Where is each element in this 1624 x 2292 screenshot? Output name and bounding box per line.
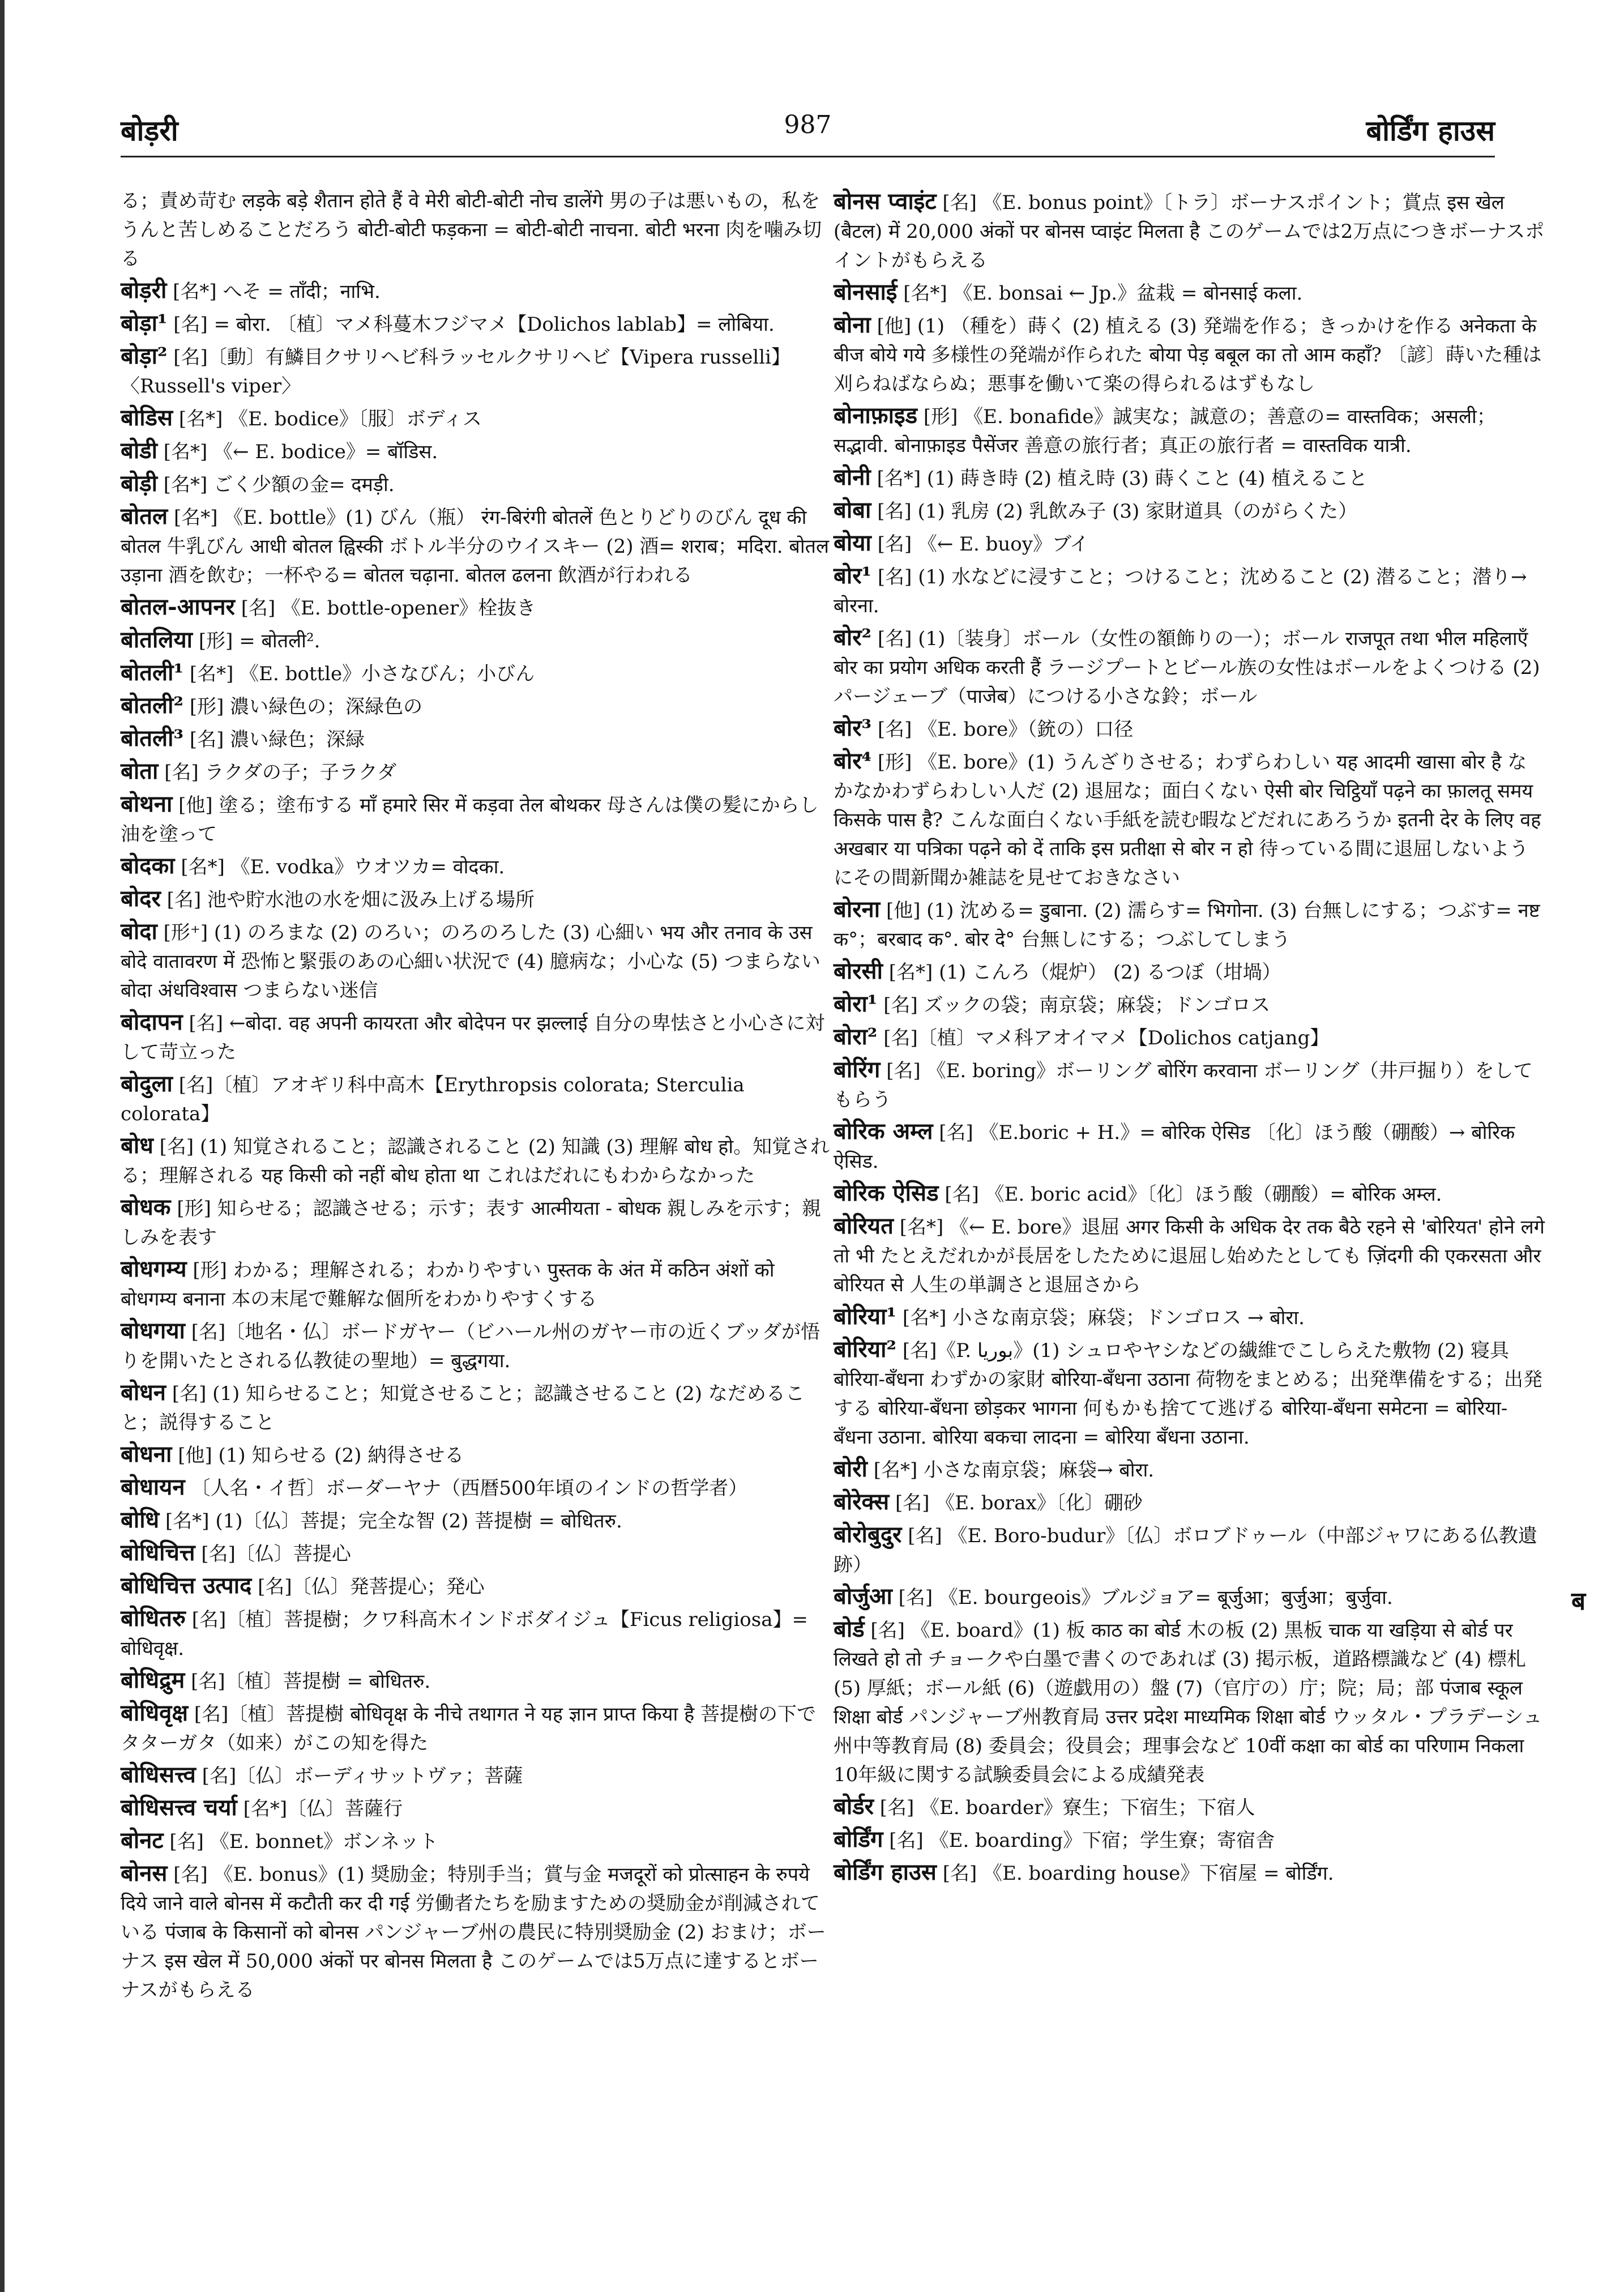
- entry-headword: बोरिया¹: [834, 1303, 896, 1330]
- entry-headword: बोनाफ़ाइड: [834, 402, 917, 429]
- dictionary-entry: [121, 851, 832, 882]
- entry-headword: बोनट: [121, 1827, 164, 1854]
- entry-headword: बोड़ा²: [121, 343, 168, 369]
- entry-definition: [名] 《E. bonnet》ボンネット: [169, 1830, 438, 1853]
- entry-definition: [形] 《E. bonafide》誠実な；誠意の；善意の= वास्तविक；असली；सद्भावी. बोनाफ़ाइड पैसेंजर 善意の旅行者；真正の旅行者 = वास्तविक यात्री.: [834, 406, 1496, 457]
- entry-definition: [形] 濃い緑色の；深緑色の: [189, 695, 423, 718]
- entry-definition: [名*] 《E. vodka》ウオツカ= वोदका.: [181, 856, 505, 878]
- dictionary-entry: [834, 1520, 1545, 1580]
- entry-headword: बोरियत: [834, 1213, 894, 1239]
- entry-headword: बोधिचित्त उत्पाद: [121, 1572, 252, 1599]
- entry-headword: बोड़ा¹: [121, 310, 168, 336]
- dictionary-entry: [834, 957, 1545, 987]
- entry-definition: [名] (1) 知らせること；知覚させること；認識させること (2) なだめること；説得すること: [121, 1382, 805, 1434]
- entry-headword: बोतली²: [121, 692, 183, 719]
- entry-headword: बोरिक अम्ल: [834, 1118, 933, 1145]
- entry-headword: बोधिवृक्ष: [121, 1700, 189, 1726]
- entry-definition: [名] 《E.boric + H.》= बोरिक ऐसिड 〔化〕ほう酸（硼酸）→ बोरिक ऐसिड.: [834, 1121, 1515, 1173]
- entry-definition: 〔人名・イ哲〕ボーダーヤナ（西暦500年頃のインドの哲学者）: [191, 1477, 748, 1500]
- entry-headword: बोरिया²: [834, 1336, 896, 1363]
- right-column: [834, 187, 1545, 1890]
- dictionary-entry: [834, 1454, 1545, 1485]
- header-first-word: बोड़री: [121, 114, 178, 147]
- entry-headword: बोधिद्रुम: [121, 1667, 185, 1693]
- entry-definition: [名]〔動〕有鱗目クサリヘビ科ラッセルクサリヘビ【Vipera russelli】〈Russell's viper〉: [121, 346, 790, 398]
- entry-headword: बोरी: [834, 1456, 867, 1482]
- entry-definition: [名] ←बोदा. वह अपनी कायरता और बोदेपन पर झल्लाई 自分の卑怯さと小心さに対して苛立った: [121, 1012, 825, 1064]
- entry-headword: बोधिचित्त: [121, 1539, 195, 1566]
- entry-headword: बोड़री: [121, 277, 167, 304]
- entry-definition: [名]〔仏〕菩提心: [201, 1543, 351, 1565]
- dictionary-entry: [121, 309, 832, 339]
- dictionary-entry: [834, 1211, 1545, 1300]
- entry-headword: बोदर: [121, 885, 161, 912]
- dictionary-entry: [121, 502, 832, 590]
- dictionary-entry: [121, 625, 832, 656]
- dictionary-entry: [121, 1008, 832, 1067]
- entry-definition: [名*] (1) 蒔き時 (2) 植え時 (3) 蒔くこと (4) 植えること: [877, 467, 1368, 490]
- entry-definition: [名*] 《E. bonsai ← Jp.》盆栽 = बोनसाई कला.: [903, 282, 1303, 305]
- entry-headword: बोदापन: [121, 1009, 183, 1035]
- entry-definition: [名*]〔仏〕菩薩行: [243, 1798, 403, 1820]
- entry-headword: बोधिसत्त्व: [121, 1761, 196, 1788]
- dictionary-entry: [834, 1117, 1545, 1176]
- entry-definition: [他] (1) 知らせる (2) 納得させる: [178, 1444, 464, 1467]
- dictionary-entry: [121, 691, 832, 722]
- thumb-index-letter: ब: [1571, 1587, 1586, 1616]
- dictionary-entry: [834, 528, 1545, 559]
- dictionary-entry: [121, 1505, 832, 1536]
- dictionary-entry: [834, 714, 1545, 744]
- entry-headword: बोदका: [121, 852, 175, 879]
- dictionary-entry: [121, 1193, 832, 1252]
- entry-definition: [名] 濃い緑色；深緑: [189, 728, 365, 751]
- entry-headword: बोधि: [121, 1506, 160, 1533]
- entry-headword: बोधना: [121, 1441, 172, 1467]
- entry-headword: बोरसी: [834, 958, 883, 984]
- dictionary-entry: [834, 187, 1545, 275]
- entry-headword: बोना: [834, 311, 871, 338]
- entry-headword: बोनसाई: [834, 279, 898, 305]
- dictionary-entry: [834, 623, 1545, 711]
- dictionary-entry: [121, 658, 832, 689]
- entry-headword: बोर्डिंग हाउस: [834, 1859, 937, 1885]
- entry-headword: बोधक: [121, 1194, 171, 1220]
- entry-definition: [名] 《E. boric acid》〔化〕ほう酸（硼酸）= बोरिक अम्ल.: [945, 1183, 1442, 1206]
- entry-headword: बोधगम्य: [121, 1256, 187, 1282]
- entry-headword: बोरिंग: [834, 1056, 881, 1083]
- dictionary-entry: [834, 1022, 1545, 1053]
- entry-definition: [名] 《E. bourgeois》ブルジョア= बूर्जुआ；बुर्जुआ；बुर्जुवा.: [898, 1586, 1393, 1609]
- entry-definition: [名]《P. بوریا》(1) シュロやヤシなどの繊維でこしらえた敷物 (2) 寝具 बोरिया-बँधना わずかの家財 बोरिया-बँधना उठाना 荷物をまとめる；出発準備をする；出発する बोरिया-बँधना छोड़कर भागना 何もかも捨てて逃げる बोरिया-बँधना समेटना = बोरिया-बँधना उठाना. बोरिया बकचा लादना = बोरिया बँधना उठाना.: [834, 1339, 1542, 1449]
- entry-headword: बोर्डिंग: [834, 1826, 883, 1853]
- entry-definition: [他] (1) 沈める= डुबाना. (2) 濡らす= भिगोना. (3) 台無しにする；つぶす= नष्ट क°；बरबाद क°. बोर दे° 台無しにする；つぶしてしまう: [834, 899, 1540, 951]
- entry-definition: [名] 《E. board》(1) 板 काठ का बोर्ड 木の板 (2) 黒板 चाक या खड़िया से बोर्ड पर लिखते हो तो チョークや白墨で書くのであれば (3) 掲示板，道路標識など (4) 標札 (5) 厚紙；ボール紙 (6)（遊戯用の）盤 (7)（官庁の）庁；院；局；部 पंजाब स्कूल शिक्षा बोर्ड パンジャーブ州教育局 उत्तर प्रदेश माध्यमिक शिक्षा बोर्ड ウッタル・プラデーシュ州中等教育局 (8) 委員会；役員会；理事会など 10वीं कक्षा का बोर्ड का परिणाम निकला 10年級に関する試験委員会による成績発表: [834, 1619, 1542, 1786]
- entry-definition: [名*] 小さな南京袋；麻袋→ बोरा.: [873, 1459, 1155, 1482]
- dictionary-entry: [121, 917, 832, 1005]
- entry-headword: बोदा: [121, 918, 157, 945]
- dictionary-entry: [121, 1666, 832, 1696]
- entry-headword: बोरेक्स: [834, 1488, 890, 1515]
- dictionary-entry: [834, 278, 1545, 308]
- entry-definition: [形] わかる；理解される；わかりやすい पुस्तक के अंत में कठिन अंशों को बोधगम्य बनाना 本の末尾で難解な個所をわかりやすくする: [121, 1259, 775, 1311]
- entry-headword: बोड़ी: [121, 470, 157, 497]
- entry-definition: [名] 《E. boarder》寮生；下宿生；下宿人: [879, 1796, 1255, 1819]
- entry-definition: [名] (1) 水などに浸すこと；つけること；沈めること (2) 潜ること；潜り→ बोरना.: [834, 566, 1527, 617]
- entry-headword: बोधितरु: [121, 1605, 186, 1632]
- dictionary-entry: [834, 895, 1545, 954]
- entry-headword: बोर्ड: [834, 1616, 865, 1642]
- entry-headword: बोनस: [121, 1860, 168, 1886]
- entry-definition: [形⁺] (1) のろまな (2) のろい；のろのろした (3) 心細い भय और तनाव के उस बोदे वातावरण में 恐怖と緊張のあの心細い状況で (4) 臆病な；小心な (5) つまらない बोदा अंधविश्वास つまらない迷信: [121, 921, 820, 1002]
- dictionary-entry: [834, 1179, 1545, 1209]
- page-binding-edge: [0, 0, 5, 2292]
- entry-headword: बोरोबुदुर: [834, 1521, 902, 1548]
- dictionary-entry: [834, 496, 1545, 526]
- entry-headword: बोध: [121, 1132, 153, 1159]
- entry-definition: [形] 知らせる；認識させる；示す；表す आत्मीयता - बोधक 親しみを示す；親しみを表す: [121, 1197, 821, 1249]
- entry-definition: [名] 《E. Boro-budur》〔仏〕ボロブドゥール（中部ジャワにある仏教遺跡）: [834, 1525, 1537, 1576]
- entry-definition: [名] 《E. bore》（銃の）口径: [877, 718, 1134, 741]
- dictionary-entry: [121, 342, 832, 401]
- dictionary-entry: [834, 1335, 1545, 1452]
- dictionary-entry: [121, 1571, 832, 1602]
- entry-headword: बोर¹: [834, 562, 872, 589]
- entry-definition: [名] (1)〔装身〕ボール（女性の額飾りの一）；ボール राजपूत तथा भील महिलाएँ बोर का प्रयोग अधिक करती हैं ラージプートとビール族の女性はボールをよくつける (2) パージェーブ（पाजेब）につける小さな鈴；ボール: [834, 628, 1540, 708]
- entry-definition: [他] 塗る；塗布する माँ हमारे सिर में कड़वा तेल बोथकर 母さんは僕の髪にからし油を塗って: [121, 794, 819, 846]
- dictionary-entry: [121, 1826, 832, 1856]
- entry-headword: बोर²: [834, 624, 872, 651]
- entry-definition: [名] ラクダの子；子ラクダ: [164, 761, 397, 784]
- dictionary-entry: [834, 1582, 1545, 1612]
- entry-headword: बोडी: [121, 437, 157, 464]
- entry-headword: बोतली³: [121, 725, 183, 752]
- dictionary-entry: [834, 310, 1545, 399]
- entry-definition: [名*] 《E. bottle》(1) びん（瓶） रंग-बिरंगी बोतलें 色とりどりのびん दूध की बोतल 牛乳びん आधी बोतल ह्विस्की ボトル半分のウイスキー (2) 酒= शराब；मदिरा. बोतल उड़ाना 酒を飲む；一杯やる= बोतल चढ़ाना. बोतल ढलना 飲酒が行われる: [121, 506, 830, 587]
- entry-definition: [名] 池や貯水池の水を畑に汲み上げる場所: [166, 889, 535, 911]
- entry-definition: [形] 《E. bore》(1) うんざりさせる；わずらわしい यह आदमी खासा बोर है なかなかわずらわしい人だ (2) 退屈な；面白くない ऐसी बोर चिट्ठियाँ पढ़ने का फ़ालतू समय किसके पास है? こんな面白くない手紙を読む暇などだれにあろうか इतनी देर के लिए वह अखबार या पत्रिका पढ़ने को दें ताकि इस प्रतीक्षा से बोर न हो 待っている間に退屈しないようにその間新聞か雑誌を見せておきなさい: [834, 751, 1541, 889]
- continued-entry-text: る；責め苛む लड़के बड़े शैतान होते हैं वे मेरी बोटी-बोटी नोच डालेंगे 男の子は悪いもの，私をうんと苦しめることだろう बोटी-बोटी फड़कना = बोटी-बोटी नाचना. बोटी भरना 肉を噛み切る: [121, 190, 822, 270]
- dictionary-entry: [834, 746, 1545, 893]
- entry-headword: बोधन: [121, 1379, 166, 1406]
- dictionary-entry: [121, 276, 832, 306]
- dictionary-entry: [121, 1698, 832, 1758]
- entry-headword: बोतल: [121, 503, 168, 530]
- dictionary-entry: [121, 1604, 832, 1663]
- header-rule: [121, 156, 1495, 157]
- dictionary-entry: [834, 1487, 1545, 1518]
- entry-headword: बोथना: [121, 791, 173, 817]
- dictionary-entry: [834, 1615, 1545, 1790]
- dictionary-entry: [834, 1858, 1545, 1888]
- entry-definition: [名] 《E. boarding house》下宿屋 = बोर्डिंग.: [942, 1862, 1334, 1885]
- header-last-word: बोर्डिंग हाउस: [1366, 114, 1495, 147]
- dictionary-entry: [121, 1316, 832, 1376]
- dictionary-entry: [121, 469, 832, 500]
- entry-headword: बोर³: [834, 715, 872, 741]
- entry-definition: [名] 《← E. buoy》ブイ: [877, 533, 1089, 556]
- dictionary-entry: [121, 1859, 832, 2005]
- dictionary-entry: [834, 989, 1545, 1020]
- dictionary-entry: [121, 1538, 832, 1569]
- dictionary-entry: [121, 1069, 832, 1129]
- dictionary-entry: [121, 1378, 832, 1437]
- running-header: [121, 110, 1495, 156]
- entry-headword: बोरना: [834, 896, 881, 923]
- dictionary-entry: [834, 1825, 1545, 1855]
- entry-definition: [名]〔仏〕ボーディサットヴァ；菩薩: [202, 1765, 523, 1787]
- entry-definition: [名]〔植〕アオギリ科中高木【Erythropsis colorata; Sterculia colorata】: [121, 1074, 745, 1125]
- entry-definition: [名] 《E. boring》ボーリング बोरिंग करवाना ボーリング（井戸掘り）をしてもらう: [834, 1060, 1533, 1111]
- dictionary-entry: [121, 403, 832, 434]
- entry-headword: बोबा: [834, 497, 871, 523]
- dictionary-entry: [834, 561, 1545, 621]
- dictionary-entry: [834, 463, 1545, 493]
- entry-definition: [名]〔植〕菩提樹；クワ科高木インドボダイジュ【Ficus religiosa】= बोधिवृक्ष.: [121, 1608, 808, 1660]
- entry-definition: [名] 《E. bonus》(1) 奨励金；特別手当；賞与金 मजदूरों को प्रोत्साहन के रुपये दिये जाने वाले बोनस में कटौती कर दी गई 労働者たちを励ますための奨励金が削減されている पंजाब के किसानों को बोनस パンジャーブ州の農民に特別奨励金 (2) おまけ；ボーナス इस खेल में 50,000 अंकों पर बोनस मिलता है このゲームでは5万点に達するとボーナスがもらえる: [121, 1863, 826, 2001]
- dictionary-entry: [834, 1055, 1545, 1115]
- entry-definition: [名*] 《← E. bore》退屈 अगर किसी के अधिक देर तक बैठे रहने से 'बोरियत' होने लगे तो भी たとえだれかが長居をしたために退屈し始めたとしても ज़िंदगी की एकरसता और बोरियत से 人生の単調さと退屈さから: [834, 1216, 1545, 1296]
- dictionary-entry: [121, 757, 832, 787]
- dictionary-entry: [121, 436, 832, 467]
- entry-definition: [名*] へそ = ताँदी；नाभि.: [173, 280, 381, 303]
- entry-definition: [名]〔植〕マメ科アオイマメ【Dolichos catjang】: [883, 1027, 1330, 1049]
- entry-definition: [形] = बोतली².: [198, 630, 320, 652]
- dictionary-entry: [121, 1131, 832, 1190]
- entry-definition: [名*] 《← E. bodice》= बॉडिस.: [163, 441, 438, 463]
- dictionary-entry: [121, 592, 832, 623]
- entry-definition: [名] 《E. boarding》下宿；学生寮；寄宿舎: [889, 1829, 1275, 1852]
- entry-headword: बोर्डर: [834, 1793, 874, 1820]
- entry-headword: बोरा¹: [834, 991, 878, 1017]
- entry-definition: [名]〔植〕菩提樹 बोधिवृक्ष के नीचे तथागत ने यह ज्ञान प्राप्त किया है 菩提樹の下でタターガタ（如来）がこの知を得た: [121, 1703, 816, 1755]
- entry-definition: [名] (1) 知覚されること；認識されること (2) 知識 (3) 理解 बोध हो。知覚される；理解される यह किसी को नहीं बोध होता था これはだれにもわからなかった: [121, 1136, 830, 1187]
- dictionary-entry: [121, 1254, 832, 1314]
- entry-headword: बोया: [834, 530, 871, 556]
- entry-headword: बोता: [121, 758, 159, 784]
- entry-definition: [名]〔植〕菩提樹 = बोधितरु.: [191, 1670, 431, 1693]
- entry-definition: [名*] 小さな南京袋；麻袋；ドンゴロス → बोरा.: [902, 1307, 1305, 1329]
- entry-headword: बोधिसत्त्व चर्या: [121, 1794, 237, 1821]
- dictionary-entry: [834, 1302, 1545, 1333]
- dictionary-entry: [121, 724, 832, 754]
- dictionary-entry: [121, 1793, 832, 1824]
- entry-definition: [名] 《E. borax》〔化〕硼砂: [895, 1492, 1143, 1514]
- entry-definition: [名] (1) 乳房 (2) 乳飲み子 (3) 家財道具（のがらくた）: [877, 500, 1358, 523]
- entry-definition: [名]〔仏〕発菩提心；発心: [258, 1576, 485, 1598]
- entry-headword: बोतल-आपनर: [121, 594, 235, 620]
- entry-headword: बोर्जुआ: [834, 1583, 892, 1610]
- entry-headword: बोधगया: [121, 1317, 185, 1344]
- entry-definition: [名] = बोरा. 〔植〕マメ科蔓木フジマメ【Dolichos lablab】= लोबिया.: [173, 313, 775, 336]
- entry-headword: बोधायन: [121, 1474, 185, 1500]
- entry-headword: बोडिस: [121, 404, 173, 431]
- entry-headword: बोनस प्वाइंट: [834, 188, 937, 215]
- dictionary-entry: [121, 789, 832, 849]
- dictionary-entry: [121, 1472, 832, 1503]
- entry-definition: [名] 《E. bottle-opener》栓抜き: [241, 597, 536, 620]
- left-column: [121, 187, 832, 2007]
- entry-definition: [名*] 《E. bodice》〔服〕ボディス: [178, 408, 482, 430]
- entry-headword: बोदुला: [121, 1070, 173, 1097]
- entry-headword: बोर⁴: [834, 748, 872, 774]
- entry-definition: [名]〔地名・仏〕ボードガヤー（ビハール州のガヤー市の近くブッダが悟りを開いたとされる仏教徒の聖地）= बुद्धगया.: [121, 1321, 820, 1372]
- dictionary-entry: [121, 1760, 832, 1791]
- entry-definition: [名*] ごく少額の金= दमड़ी.: [163, 473, 395, 496]
- dictionary-entry: [834, 401, 1545, 460]
- dictionary-entry: [834, 1792, 1545, 1822]
- entry-headword: बोतली¹: [121, 659, 183, 686]
- dictionary-entry: [121, 1440, 832, 1470]
- entry-definition: [名*] (1) こんろ（焜炉） (2) るつぼ（坩堝）: [888, 961, 1281, 984]
- dictionary-entry: [121, 884, 832, 915]
- entry-definition: [名*] 《E. bottle》小さなびん；小びん: [189, 663, 535, 685]
- entry-headword: बोरा²: [834, 1023, 878, 1050]
- entry-headword: बोनी: [834, 464, 871, 490]
- entry-definition: [他] (1) （種を）蒔く (2) 植える (3) 発端を作る；きっかけを作る अनेकता के बीज बोये गये 多様性の発端が作られた बोया पेड़ बबूल का तो आम कहाँ? 〔諺〕蒔いた種は刈らねばならぬ；悪事を働いて楽の得られるはずもなし: [834, 315, 1542, 395]
- entry-definition: [名*] (1)〔仏〕菩提；完全な智 (2) 菩提樹 = बोधितरु.: [165, 1510, 622, 1533]
- entry-headword: बोरिक ऐसिड: [834, 1180, 939, 1206]
- entry-definition: [名] ズックの袋；南京袋；麻袋；ドンゴロス: [883, 994, 1271, 1017]
- entry-definition: [名] 《E. bonus point》〔トラ〕ボーナスポイント；賞点 इस खेल (बैटल) में 20,000 अंकों पर बोनस प्वाइंट मिलता है このゲームでは2万点につきボーナスポイントがもらえる: [834, 191, 1545, 272]
- entry-headword: बोतलिया: [121, 626, 193, 653]
- page-number: 987: [784, 110, 832, 139]
